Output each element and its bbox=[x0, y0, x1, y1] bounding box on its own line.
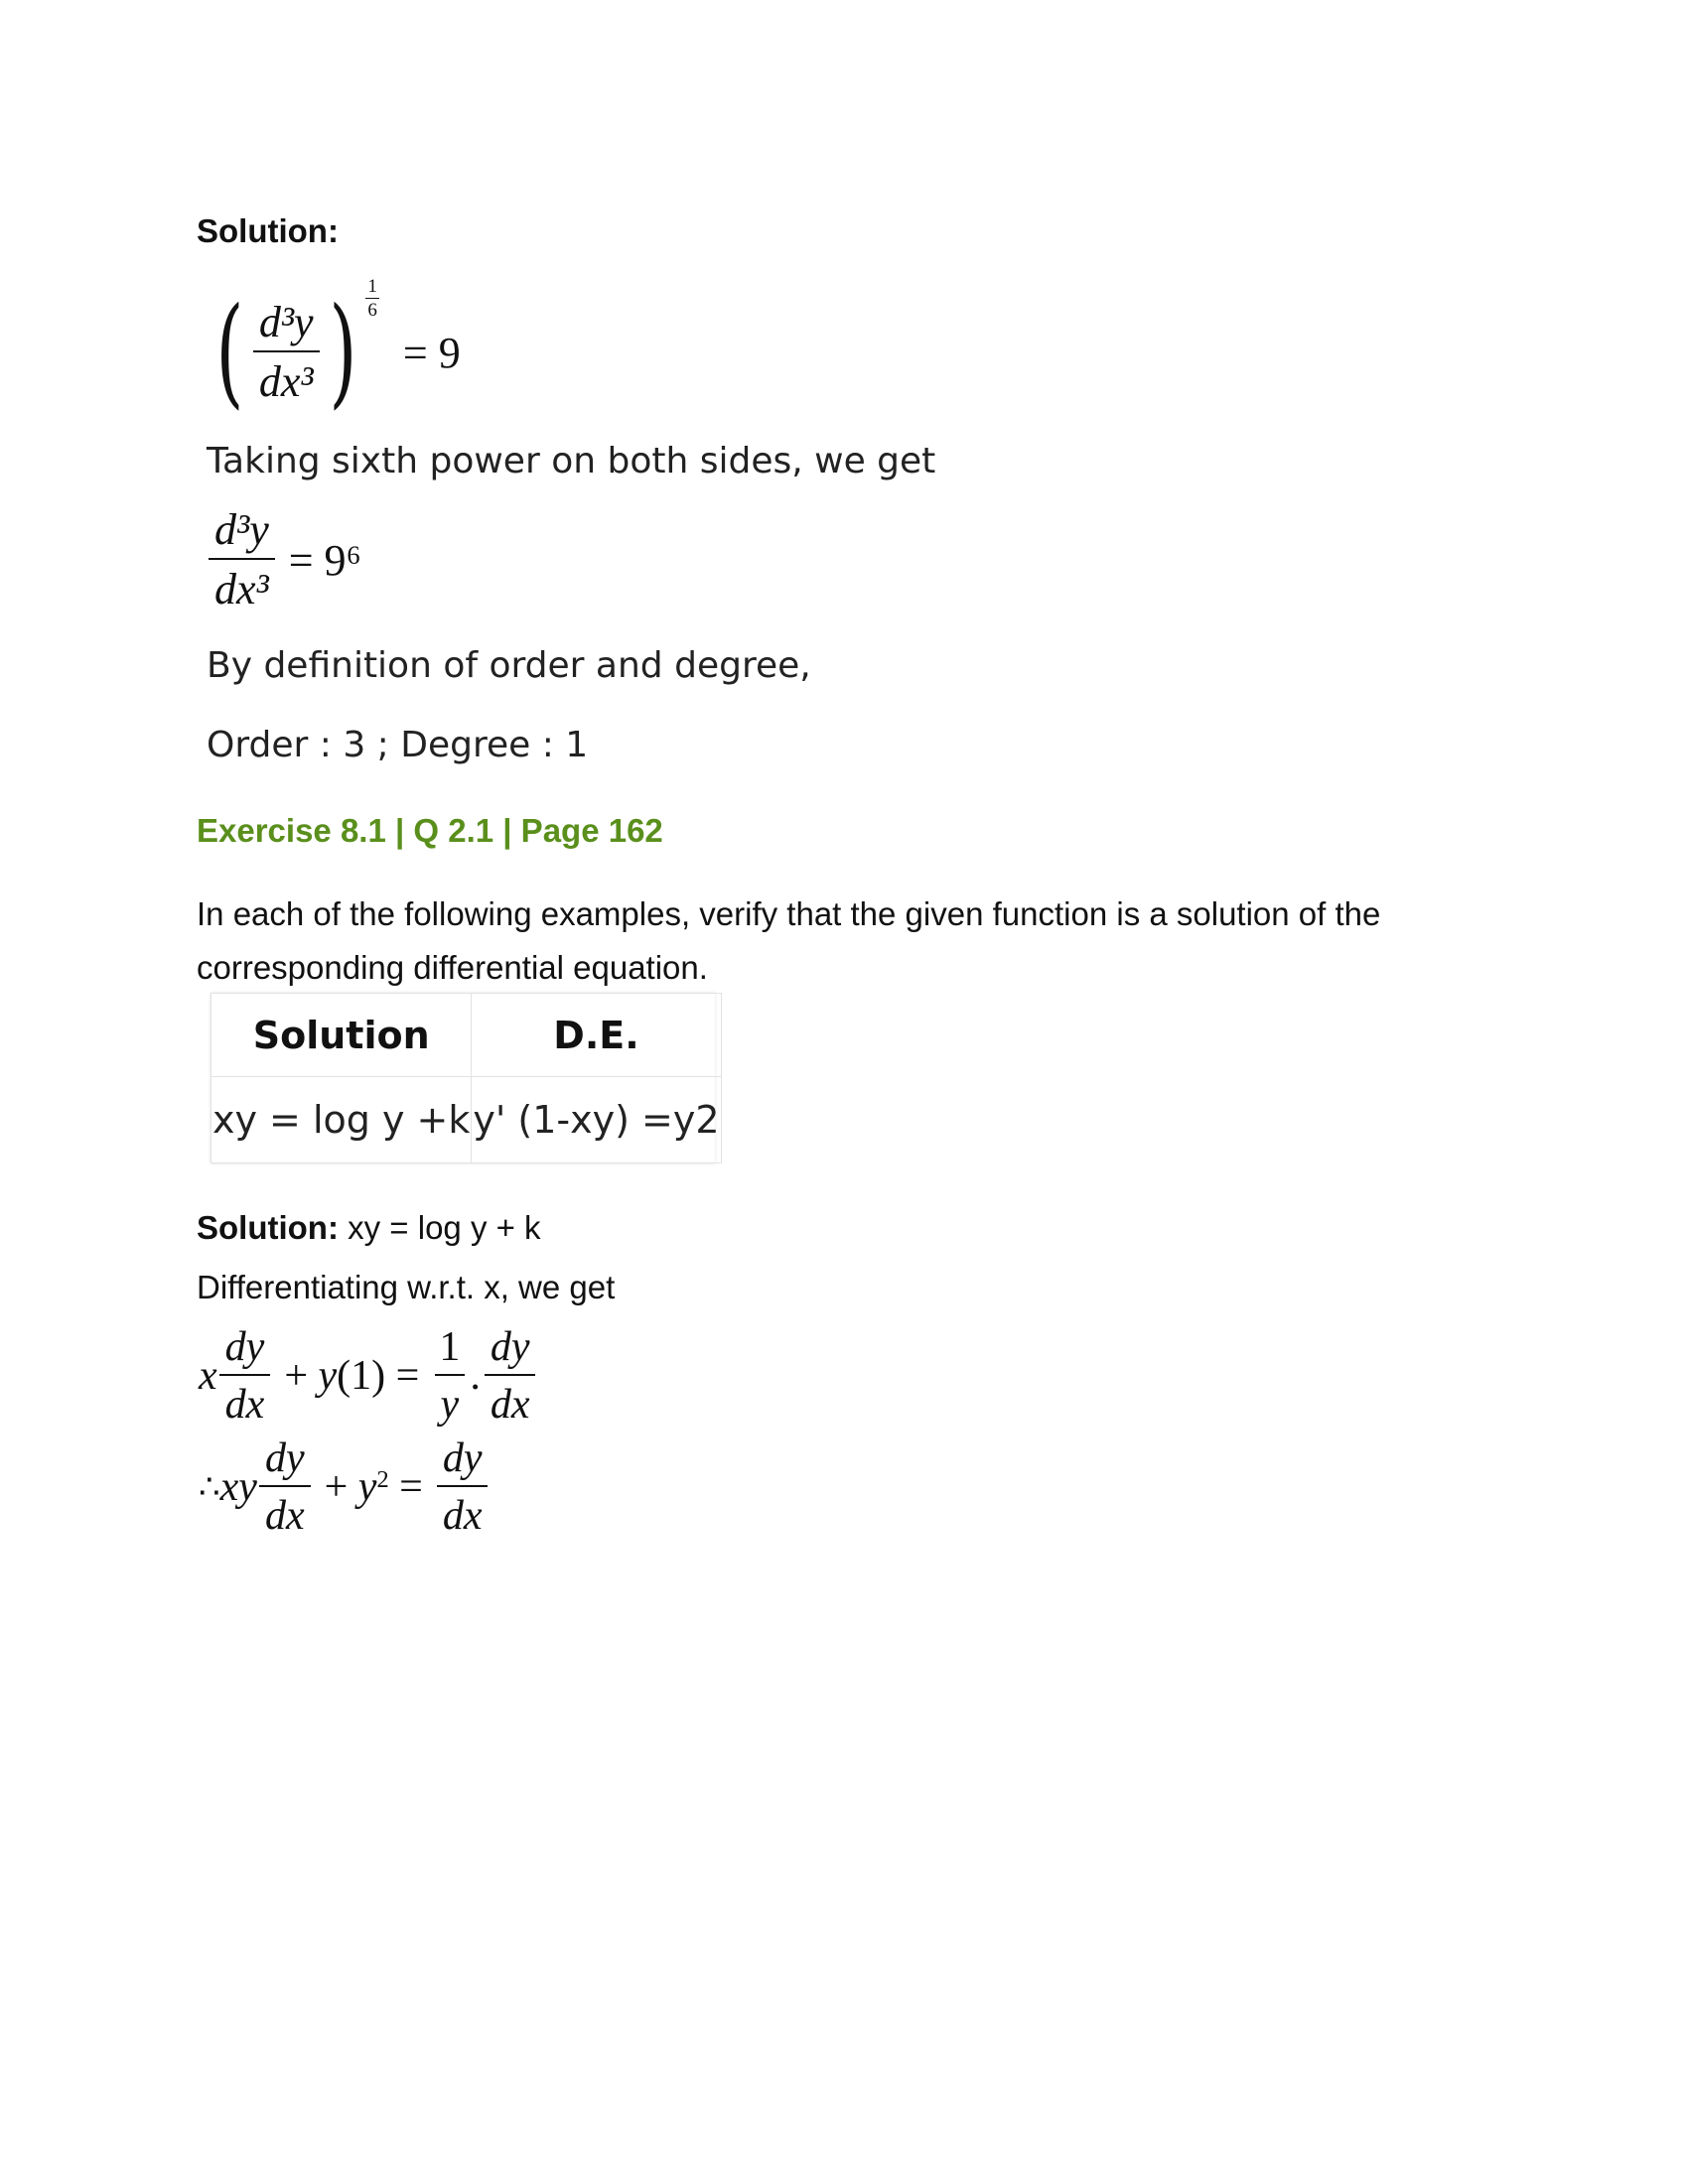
order-degree-result: Order : 3 ; Degree : 1 bbox=[207, 725, 589, 765]
step-text-definition: By definition of order and degree, bbox=[207, 645, 811, 686]
equation-1 bbox=[207, 275, 461, 421]
solution-table-container bbox=[211, 993, 720, 1163]
exponent-fraction: $\frac{1}{6}$ bbox=[367, 275, 377, 321]
left-paren: ( bbox=[215, 283, 244, 421]
fraction-dy-dx: $\frac{dy}{dx}$ bbox=[219, 1326, 271, 1426]
therefore-symbol: ∴ bbox=[199, 1469, 220, 1506]
question-line-1: In each of the following examples, verify that the given function is a solution of the bbox=[197, 895, 1381, 932]
equation-2 bbox=[209, 505, 361, 614]
table-row bbox=[211, 1077, 722, 1163]
fraction-1-over-y: $\frac{1}{y}$ bbox=[433, 1326, 466, 1426]
equation-4: ∴ xy $\frac{dy}{dx}$ + $y^2$ = $\frac{dy}{dx}$ bbox=[199, 1437, 488, 1537]
rhs: = 9⁶ bbox=[288, 535, 361, 585]
solution-2-line bbox=[197, 1209, 541, 1247]
rhs: = 9 bbox=[402, 328, 461, 377]
fraction bbox=[253, 298, 320, 406]
table-header-de: D.E. bbox=[472, 994, 721, 1077]
fraction-dy-dx: $\frac{dy}{dx}$ bbox=[259, 1437, 311, 1537]
solution-table bbox=[211, 993, 722, 1163]
solution-2-label: Solution: bbox=[197, 1209, 339, 1246]
question-line-2: corresponding differential equation. bbox=[197, 949, 708, 986]
fraction-dy-dx-rhs: $\frac{dy}{dx}$ bbox=[437, 1437, 489, 1537]
right-paren: ) bbox=[328, 283, 357, 421]
fraction-dy-dx-2: $\frac{dy}{dx}$ bbox=[485, 1326, 536, 1426]
question-text bbox=[197, 887, 1380, 995]
table-header-row bbox=[211, 994, 722, 1077]
numerator: d³y bbox=[258, 298, 314, 346]
table-header-solution: Solution bbox=[211, 994, 472, 1077]
table-cell-solution: xy = log y +k bbox=[211, 1077, 472, 1163]
table-cell-de: y' (1-xy) =y2 bbox=[472, 1077, 721, 1163]
step-text-sixth-power: Taking sixth power on both sides, we get bbox=[207, 441, 936, 481]
exercise-reference-link[interactable]: Exercise 8.1 | Q 2.1 | Page 162 bbox=[197, 812, 663, 849]
fraction: $\frac{\text{d³y}}{\text{dx³}}$ bbox=[209, 508, 275, 612]
solution-heading: Solution: bbox=[197, 212, 339, 249]
denominator: dx³ bbox=[253, 350, 320, 404]
solution-2-text: xy = log y + k bbox=[338, 1209, 541, 1246]
equation-3: x $\frac{dy}{dx}$ + y(1) = $\frac{1}{y}$ . $\frac{dy}{dx}$ bbox=[199, 1326, 535, 1426]
step-text-differentiating: Differentiating w.r.t. x, we get bbox=[197, 1269, 616, 1305]
